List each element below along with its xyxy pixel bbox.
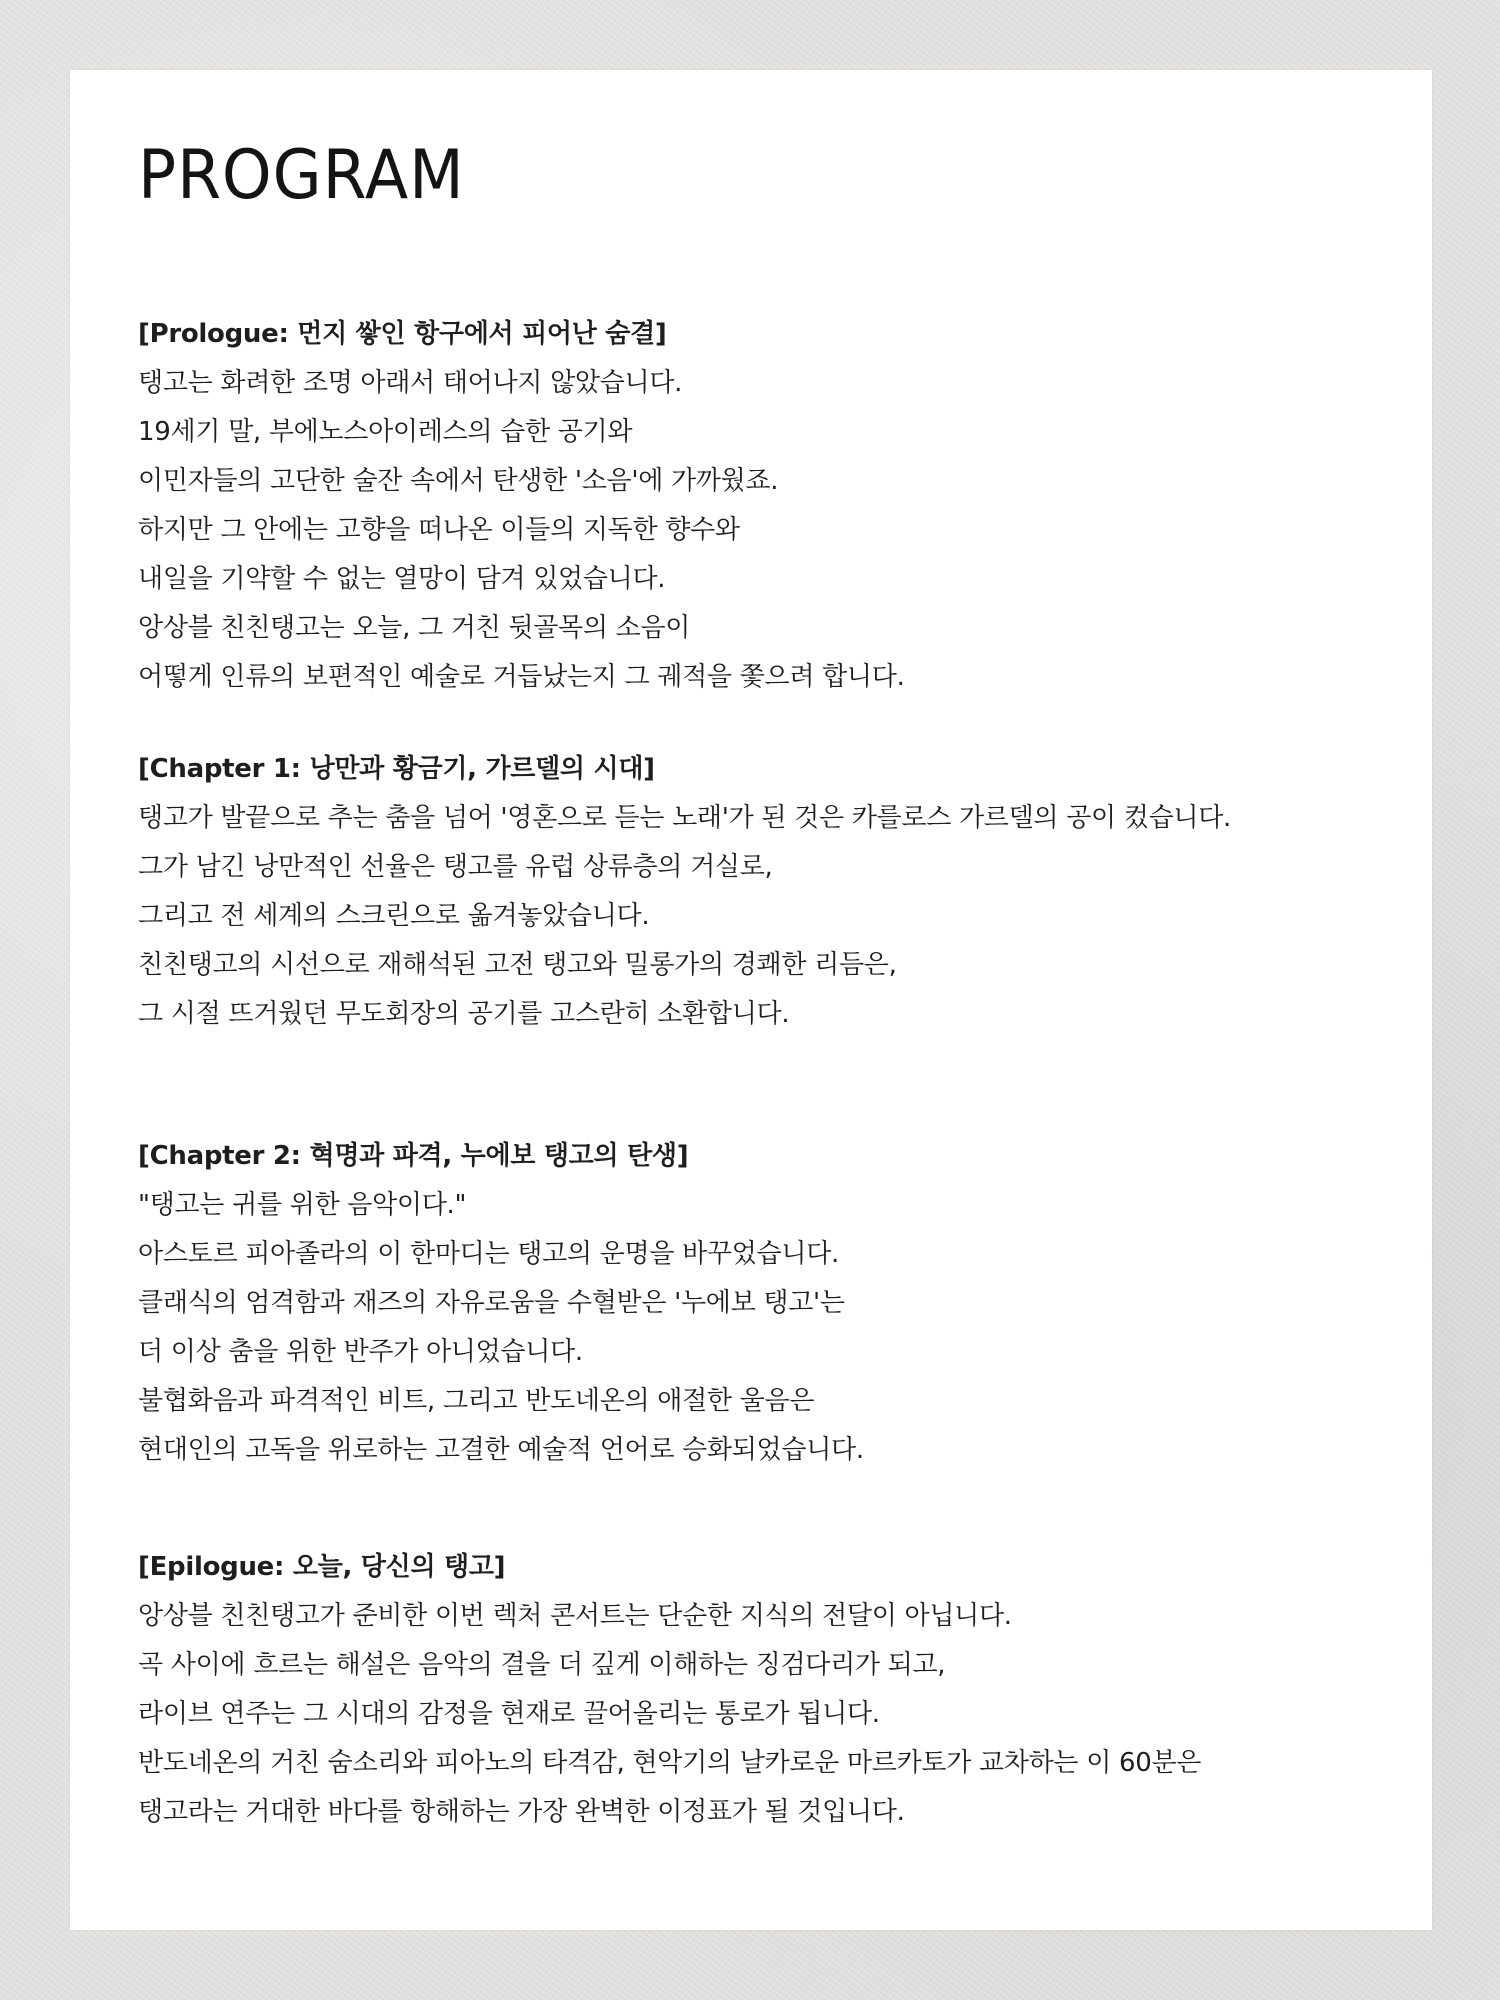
section-chapter-2 [138, 1132, 1388, 1475]
body-line: 친친탱고의 시선으로 재해석된 고전 탱고와 밀롱가의 경쾌한 리듬은, [138, 950, 897, 980]
body-line: 탱고가 발끝으로 추는 춤을 넘어 '영혼으로 듣는 노래'가 된 것은 카를로스 가르델의 공이 컸습니다. [138, 803, 1232, 833]
body-line: 내일을 기약할 수 없는 열망이 담겨 있었습니다. [138, 564, 666, 594]
body-line: 그가 남긴 낭만적인 선율은 탱고를 유럽 상류층의 거실로, [138, 852, 773, 882]
body-line: 탱고는 화려한 조명 아래서 태어나지 않았습니다. [138, 368, 683, 398]
section-heading: [Chapter 1: 낭만과 황금기, 가르델의 시대] [138, 754, 655, 784]
section-prologue [138, 310, 1388, 702]
body-line: 앙상블 친친탱고는 오늘, 그 거친 뒷골목의 소음이 [138, 613, 691, 643]
body-line: 클래식의 엄격함과 재즈의 자유로움을 수혈받은 '누에보 탱고'는 [138, 1288, 845, 1318]
section-chapter-1 [138, 745, 1388, 1039]
body-line: 반도네온의 거친 숨소리와 피아노의 타격감, 현악기의 날카로운 마르카토가 교차하는 이 60분은 [138, 1748, 1202, 1778]
body-line: 이민자들의 고단한 술잔 속에서 탄생한 '소음'에 가까웠죠. [138, 466, 779, 496]
body-line: 더 이상 춤을 위한 반주가 아니었습니다. [138, 1337, 583, 1367]
program-sheet [70, 70, 1432, 1930]
body-line: 현대인의 고독을 위로하는 고결한 예술적 언어로 승화되었습니다. [138, 1435, 864, 1465]
body-line: 불협화음과 파격적인 비트, 그리고 반도네온의 애절한 울음은 [138, 1386, 815, 1416]
body-line: 그 시절 뜨거웠던 무도회장의 공기를 고스란히 소환합니다. [138, 999, 790, 1029]
body-line: 탱고라는 거대한 바다를 항해하는 가장 완벽한 이정표가 될 것입니다. [138, 1797, 905, 1827]
body-line: 라이브 연주는 그 시대의 감정을 현재로 끌어올리는 통로가 됩니다. [138, 1699, 880, 1729]
section-heading: [Epilogue: 오늘, 당신의 탱고] [138, 1552, 506, 1582]
body-line: "탱고는 귀를 위한 음악이다." [138, 1190, 467, 1220]
body-line: 어떻게 인류의 보편적인 예술로 거듭났는지 그 궤적을 쫓으려 합니다. [138, 662, 905, 692]
section-heading: [Chapter 2: 혁명과 파격, 누에보 탱고의 탄생] [138, 1141, 689, 1171]
body-line: 아스토르 피아졸라의 이 한마디는 탱고의 운명을 바꾸었습니다. [138, 1239, 839, 1269]
body-line: 하지만 그 안에는 고향을 떠나온 이들의 지독한 향수와 [138, 515, 740, 545]
body-line: 앙상블 친친탱고가 준비한 이번 렉처 콘서트는 단순한 지식의 전달이 아닙니다. [138, 1601, 1012, 1631]
section-epilogue [138, 1543, 1388, 1837]
body-line: 19세기 말, 부에노스아이레스의 습한 공기와 [138, 417, 633, 447]
body-line: 그리고 전 세계의 스크린으로 옮겨놓았습니다. [138, 901, 650, 931]
section-heading: [Prologue: 먼지 쌓인 항구에서 피어난 숨결] [138, 319, 667, 349]
body-line: 곡 사이에 흐르는 해설은 음악의 결을 더 깊게 이해하는 징검다리가 되고, [138, 1650, 946, 1680]
page-title: PROGRAM [138, 136, 465, 215]
